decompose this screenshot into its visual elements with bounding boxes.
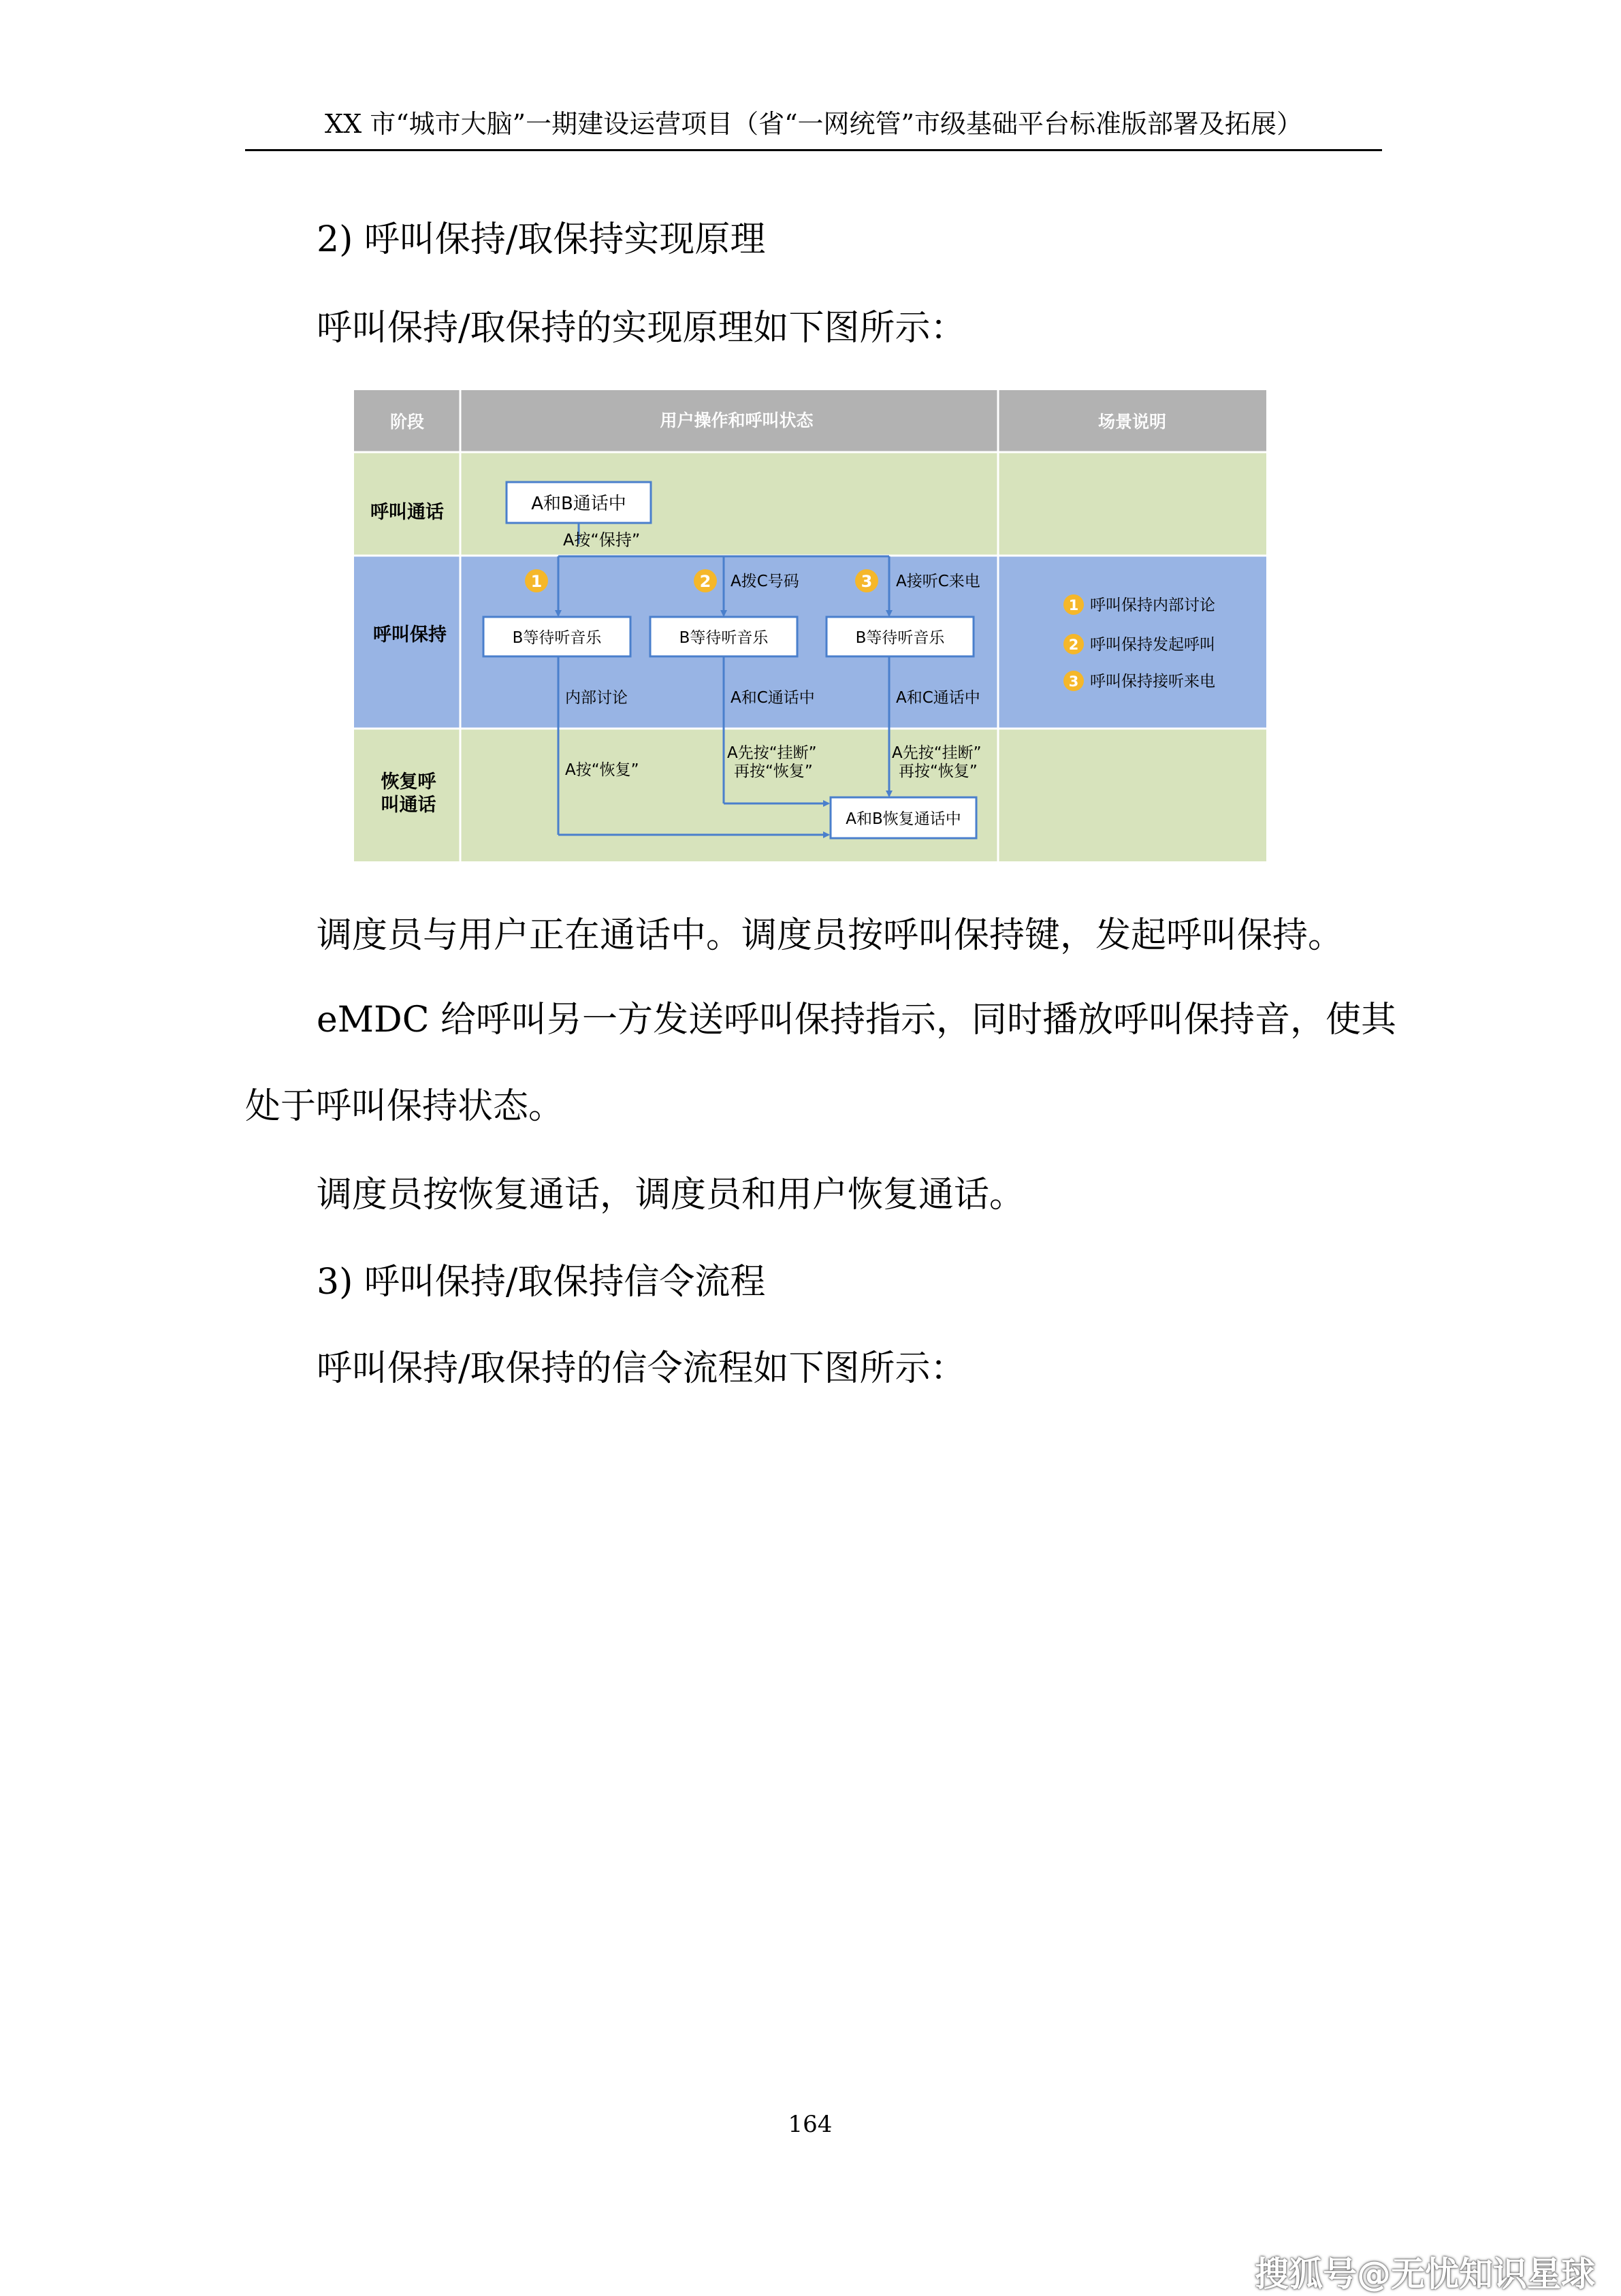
branch-label-3: A接听C来电 <box>896 573 980 590</box>
step-badge-1-num: 1 <box>530 572 543 591</box>
a-press-hold-label: A按“保持” <box>563 530 641 549</box>
legend-item-1: 呼叫保持内部讨论 <box>1090 596 1215 614</box>
section-heading-3: 3) 呼叫保持/取保持信令流程 <box>317 1262 766 1303</box>
paragraph-2-line-1: eMDC 给呼叫另一方发送呼叫保持指示，同时播放呼叫保持音，使其 <box>317 1000 1397 1040</box>
col-header-desc: 场景说明 <box>1097 412 1167 432</box>
waiting-box-1-label: B等待听音乐 <box>512 629 602 647</box>
hangup-label-3-line2: 再按“恢复” <box>899 763 978 780</box>
header-rule <box>245 149 1382 151</box>
legend-badge-3-num: 3 <box>1068 673 1079 690</box>
hangup-label-2-line2: 再按“恢复” <box>734 763 813 780</box>
legend-badge-1-num: 1 <box>1068 597 1079 613</box>
waiting-box-2-label: B等待听音乐 <box>679 629 769 647</box>
a-press-resume-label: A按“恢复” <box>565 761 639 779</box>
paragraph-2-line-2: 处于呼叫保持状态。 <box>245 1086 564 1127</box>
waiting-box-3-label: B等待听音乐 <box>855 629 945 647</box>
hangup-label-3-line1: A先按“挂断” <box>892 744 982 762</box>
row-label-resume-2: 叫通话 <box>381 795 436 816</box>
hold-principle-diagram <box>354 390 1266 861</box>
section-heading-2: 2) 呼叫保持/取保持实现原理 <box>317 219 766 260</box>
paragraph-3: 调度员按恢复通话，调度员和用户恢复通话。 <box>317 1175 1025 1215</box>
row-label-hold: 呼叫保持 <box>373 624 447 645</box>
talk-row-bg <box>354 453 1266 555</box>
col-header-stage: 阶段 <box>389 412 425 432</box>
section-intro-2: 呼叫保持/取保持的实现原理如下图所示： <box>317 308 966 349</box>
internal-discuss-label: 内部讨论 <box>565 689 628 707</box>
step-badge-3-num: 3 <box>861 572 873 591</box>
legend-badge-2-num: 2 <box>1068 637 1079 653</box>
row-label-talk: 呼叫通话 <box>370 502 444 523</box>
watermark: 搜狐号@无忧知识星球 <box>1255 2254 1595 2294</box>
box-ab-resumed-label: A和B恢复通话中 <box>846 810 961 828</box>
ac-talking-label-2: A和C通话中 <box>731 689 815 707</box>
section-intro-3: 呼叫保持/取保持的信令流程如下图所示： <box>317 1348 966 1389</box>
page-number: 164 <box>788 2111 833 2138</box>
legend-item-3: 呼叫保持接听来电 <box>1090 673 1215 690</box>
branch-label-2: A拨C号码 <box>731 573 799 590</box>
legend-item-2: 呼叫保持发起呼叫 <box>1090 636 1215 654</box>
hangup-label-2-line1: A先按“挂断” <box>727 744 817 762</box>
row-label-resume-1: 恢复呼 <box>381 771 436 793</box>
col-header-ops: 用户操作和呼叫状态 <box>660 411 814 430</box>
box-ab-talking-label: A和B通话中 <box>531 494 626 514</box>
running-header: XX 市“城市大脑”一期建设运营项目（省“一网统管”市级基础平台标准版部署及拓展） <box>325 109 1302 139</box>
step-badge-2-num: 2 <box>699 572 711 591</box>
paragraph-1: 调度员与用户正在通话中。调度员按呼叫保持键，发起呼叫保持。 <box>317 915 1344 956</box>
ac-talking-label-3: A和C通话中 <box>896 689 980 707</box>
